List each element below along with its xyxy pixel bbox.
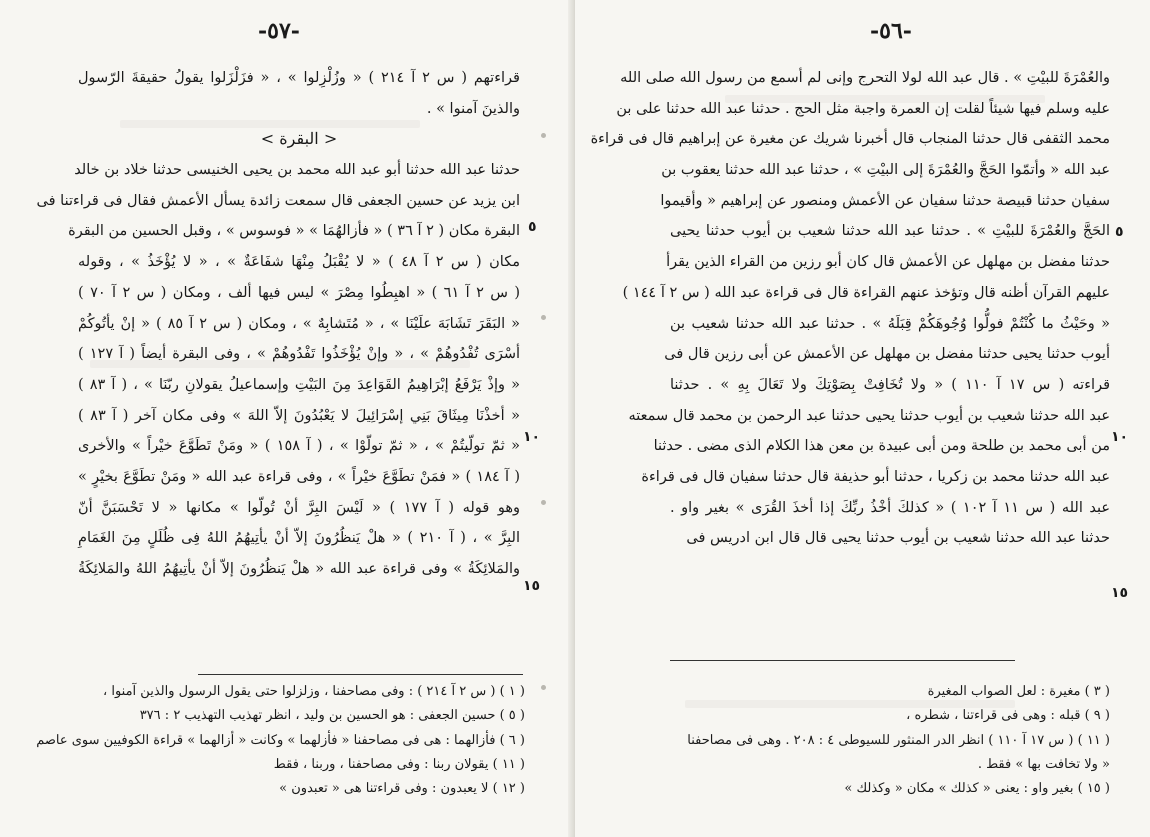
footnote: « ولا تخافت بها » فقط .	[977, 756, 1110, 772]
footnote: ( ٥ ) حسين الجعفى : هو الحسين بن وليد ، انظر تهذيب التهذيب ٢ : ٣٧٦	[139, 708, 525, 724]
text-line: سفيان حدثنا قبيصة حدثنا سفيان عن الأعمش ومنصور عن إبراهيم « وأقيموا	[660, 192, 1110, 209]
page-number: -٥٧-	[258, 18, 300, 44]
binding-hole	[541, 685, 546, 690]
text-line: عبد الله حدثنا محمد بن زكريا ، حدثنا أبو حذيفة قال حدثنا سفيان قال فى قراءة	[641, 468, 1110, 485]
text-line: أسْرَى تُفْدُوهُمْ » ، « وإنْ يُؤْخَذُوا تَفْدُوهُمْ » ، وفى البقرة أيضاً ( آ ١٢٧ )	[78, 346, 520, 363]
text-line: « أخذْنَا مِيثَاقَ بَنِي إسْرَائِيلَ لا يَعْبُدُونَ إلاّ اللهَ » وفى مكان آخر ( آ ٨٣ )	[78, 407, 520, 424]
text-line: وهو قوله ( آ ١٧٧ ) « لَيْسَ البِرَّ أنْ تُولّوا » مكانها « لا تَحْسَبَنَّ أنّ	[78, 499, 520, 516]
text-line: « البَقَرَ تَشَابَهَ علَيْنَا » ، « مُتَشابِهٌ » ، ومكان ( س ٢ آ ٨٥ ) « إنْ يأتُوكُمْ	[78, 315, 520, 332]
line-number: ٥	[1115, 224, 1124, 240]
text-line: والعُمْرَةَ للبيْتِ » . قال عبد الله لولا التحرج وإنى لم أسمع من رسول الله صلى الله	[620, 70, 1110, 86]
footnote: ( ٣ ) مغيرة : لعل الصواب المغيرة	[927, 684, 1110, 699]
text-line: ( س ٢ آ ٦١ ) « اهبِطُوا مِصْرَ » ليس فيها ألف ، ومكان ( س ٢ آ ٧٠ )	[78, 284, 521, 301]
text-line: والذينَ آمنوا » .	[426, 100, 520, 117]
text-line: من أبى محمد بن طلحة ومن أبى عبيدة بن معن هذا الكلام الذى مضى . حدثنا	[653, 438, 1110, 455]
text-line: مكان ( س ٢ آ ٤٨ ) « لا يُقْبَلُ مِنْهَا شفَاعَةٌ » ، « لا يُؤْخَذُ » ، وقوله	[78, 254, 520, 271]
footnote: ( ١١ ) ( س ١٧ آ ١١٠ ) انظر الدر المنثور للسيوطى ٤ : ٢٠٨ . وهى فى مصاحفنا	[687, 732, 1110, 748]
text-line: عليه وسلم فيها شيئاً لقلت إن العمرة واجبة مثل الحج . حدثنا عبد الله حدثنا على بن	[616, 100, 1110, 117]
footnote: ( ٦ ) فأزالهما : هى فى مصاحفنا « فأزلهما » وكانت « أزالهما » قراءة الكوفيين سوى عاصم	[36, 732, 525, 748]
text-line: والمَلائِكَةُ » وفى قراءة عبد الله « هلْ يَنظُرُونَ إلاّ أنْ يأتِيهُمُ اللهُ والمَلائِكَةُ	[78, 561, 520, 577]
footnote: ( ١٥ ) بغير واو : يعنى « كذلك » مكان « وكذلك »	[844, 781, 1110, 797]
footnote: ( ١ ) ( س ٢ آ ٢١٤ ) : وفى مصاحفنا ، وزلزلوا حتى يقول الرسول والذين آمنوا ،	[103, 684, 525, 699]
line-number: ١٥	[523, 578, 541, 594]
text-line: ( آ ١٨٤ ) « فمَنْ تطَوَّعَ خيْراً » ، وفى قراءة عبد الله « ومَنْ تطَوَّعَ بخيْرٍ »	[78, 468, 520, 485]
binding-hole	[541, 133, 546, 138]
main-text	[36, 63, 521, 585]
footnote: ( ١٢ ) لا يعبدون : وفى قراءتنا هى « تعبدون »	[279, 781, 525, 797]
page-number: -٥٦-	[870, 18, 912, 44]
text-line: أيوب حدثنا يحيى حدثنا مفضل بن مهلهل عن الأعمش عن أبى رزين قال فى	[664, 346, 1110, 363]
text-line: عليهم القرآن أظنه قال وتؤخذ عنهم القراءة قال فى قراءة عبد الله ( س ٢ آ ١٤٤ )	[622, 284, 1110, 301]
section-heading: < البقرة >	[260, 129, 338, 149]
line-number: ١٥	[1111, 585, 1129, 601]
footnote: ( ١١ ) يقولان ربنا : وفى مصاحفنا ، وربنا ، فقط	[273, 756, 525, 772]
line-number: ٥	[528, 219, 537, 235]
text-line: « ثمّ تولّيتُمْ » ، « ثمّ تولّوْا » ، ( آ ١٥٨ ) « ومَنْ تَطَوَّعَ خيْراً » والأخرى	[78, 438, 520, 455]
text-line: محمد الثقفى قال حدثنا المنجاب قال أخبرنا شريك عن مغيرة عن إبراهيم قال فى قراءة	[590, 131, 1110, 148]
text-line: حدثنا عبد الله حدثنا أبو عبد الله محمد بن يحيى الخنيسى حدثنا خلاد بن خالد	[74, 162, 520, 179]
line-number: ١٠	[1111, 429, 1129, 445]
text-line: قراءتهم ( س ٢ آ ٢١٤ ) « وزُلْزِلوا » ، « فزَلْزَلوا يقولُ حقيقةَ الرّسول	[78, 70, 520, 86]
text-line: البِرَّ » ، ( آ ٢١٠ ) « هلْ يَنظُرُونَ إلاّ أنْ يأتِيهُمُ اللهُ فِى ظُلَلٍ مِنَ الغَمَامِ	[78, 530, 520, 547]
text-line: عبد الله « وأتمّوا الحَجَّ والعُمْرَةَ إلى البيْتِ » ، حدثنا عبد الله حدثنا يعقوب بن	[661, 162, 1110, 179]
text-line: عبد الله ( س ١١ آ ١٠٢ ) « كذلكَ أخْذُ ربِّكَ إذا أخذَ القُرَى » بغير واو .	[670, 499, 1110, 516]
text-line: البقرة مكان ( ٢ آ ٣٦ ) « فأزالهُمَا » « فوسوس » ، وقبل الحسين من البقرة	[68, 223, 520, 240]
footnotes	[36, 680, 525, 801]
footnote: ( ٩ ) قبله : وهى فى قراءتنا ، شطره ،	[906, 708, 1110, 724]
footnotes	[670, 680, 1110, 801]
text-line: الحَجَّ والعُمْرَةَ للبيْتِ » . حدثنا عبد الله حدثنا شعيب بن أيوب حدثنا يحيى	[670, 223, 1110, 240]
text-line: « وإذْ يَرْفَعُ إبْرَاهِيمُ القَوَاعِدَ مِنَ البَيْتِ وإسماعيلُ يقولانِ ربّنَا » ، ( آ ٨٣ )	[78, 376, 520, 393]
text-line: ابن يزيد عن حسين الجعفى قال سمعت زائدة يسأل الأعمش فقال فى قراءتنا فى	[36, 192, 520, 209]
footnote-rule	[198, 674, 523, 675]
line-number: ١٠	[523, 429, 541, 445]
binding-hole	[541, 500, 546, 505]
text-line: قراءته ( س ١٧ آ ١١٠ ) « ولا تُخَافِتْ بِصَوْتِكَ ولا تَعَالَ بِهِ » . حدثنا	[670, 376, 1111, 393]
binding-hole	[541, 315, 546, 320]
main-text	[590, 63, 1111, 554]
text-line: حدثنا مفضل بن مهلهل عن الأعمش قال كان أبو رزين من القراء الذين يقرأ	[666, 254, 1110, 271]
footnote-rule	[670, 660, 1015, 661]
text-line: عبد الله حدثنا شعيب بن أيوب حدثنا يحيى حدثنا عبد الرحمن بن محمد قال سمعته	[628, 407, 1110, 424]
text-line: « وحَيْثُ ما كُنْتُمْ فولُّوا وُجُوهَكُمْ قِبَلَهُ » . حدثنا عبد الله حدثنا شعيب بن	[670, 315, 1110, 332]
text-line: حدثنا عبد الله حدثنا شعيب بن أيوب حدثنا يحيى قال قال ابن ادريس فى	[686, 530, 1110, 547]
page-56	[575, 0, 1150, 837]
